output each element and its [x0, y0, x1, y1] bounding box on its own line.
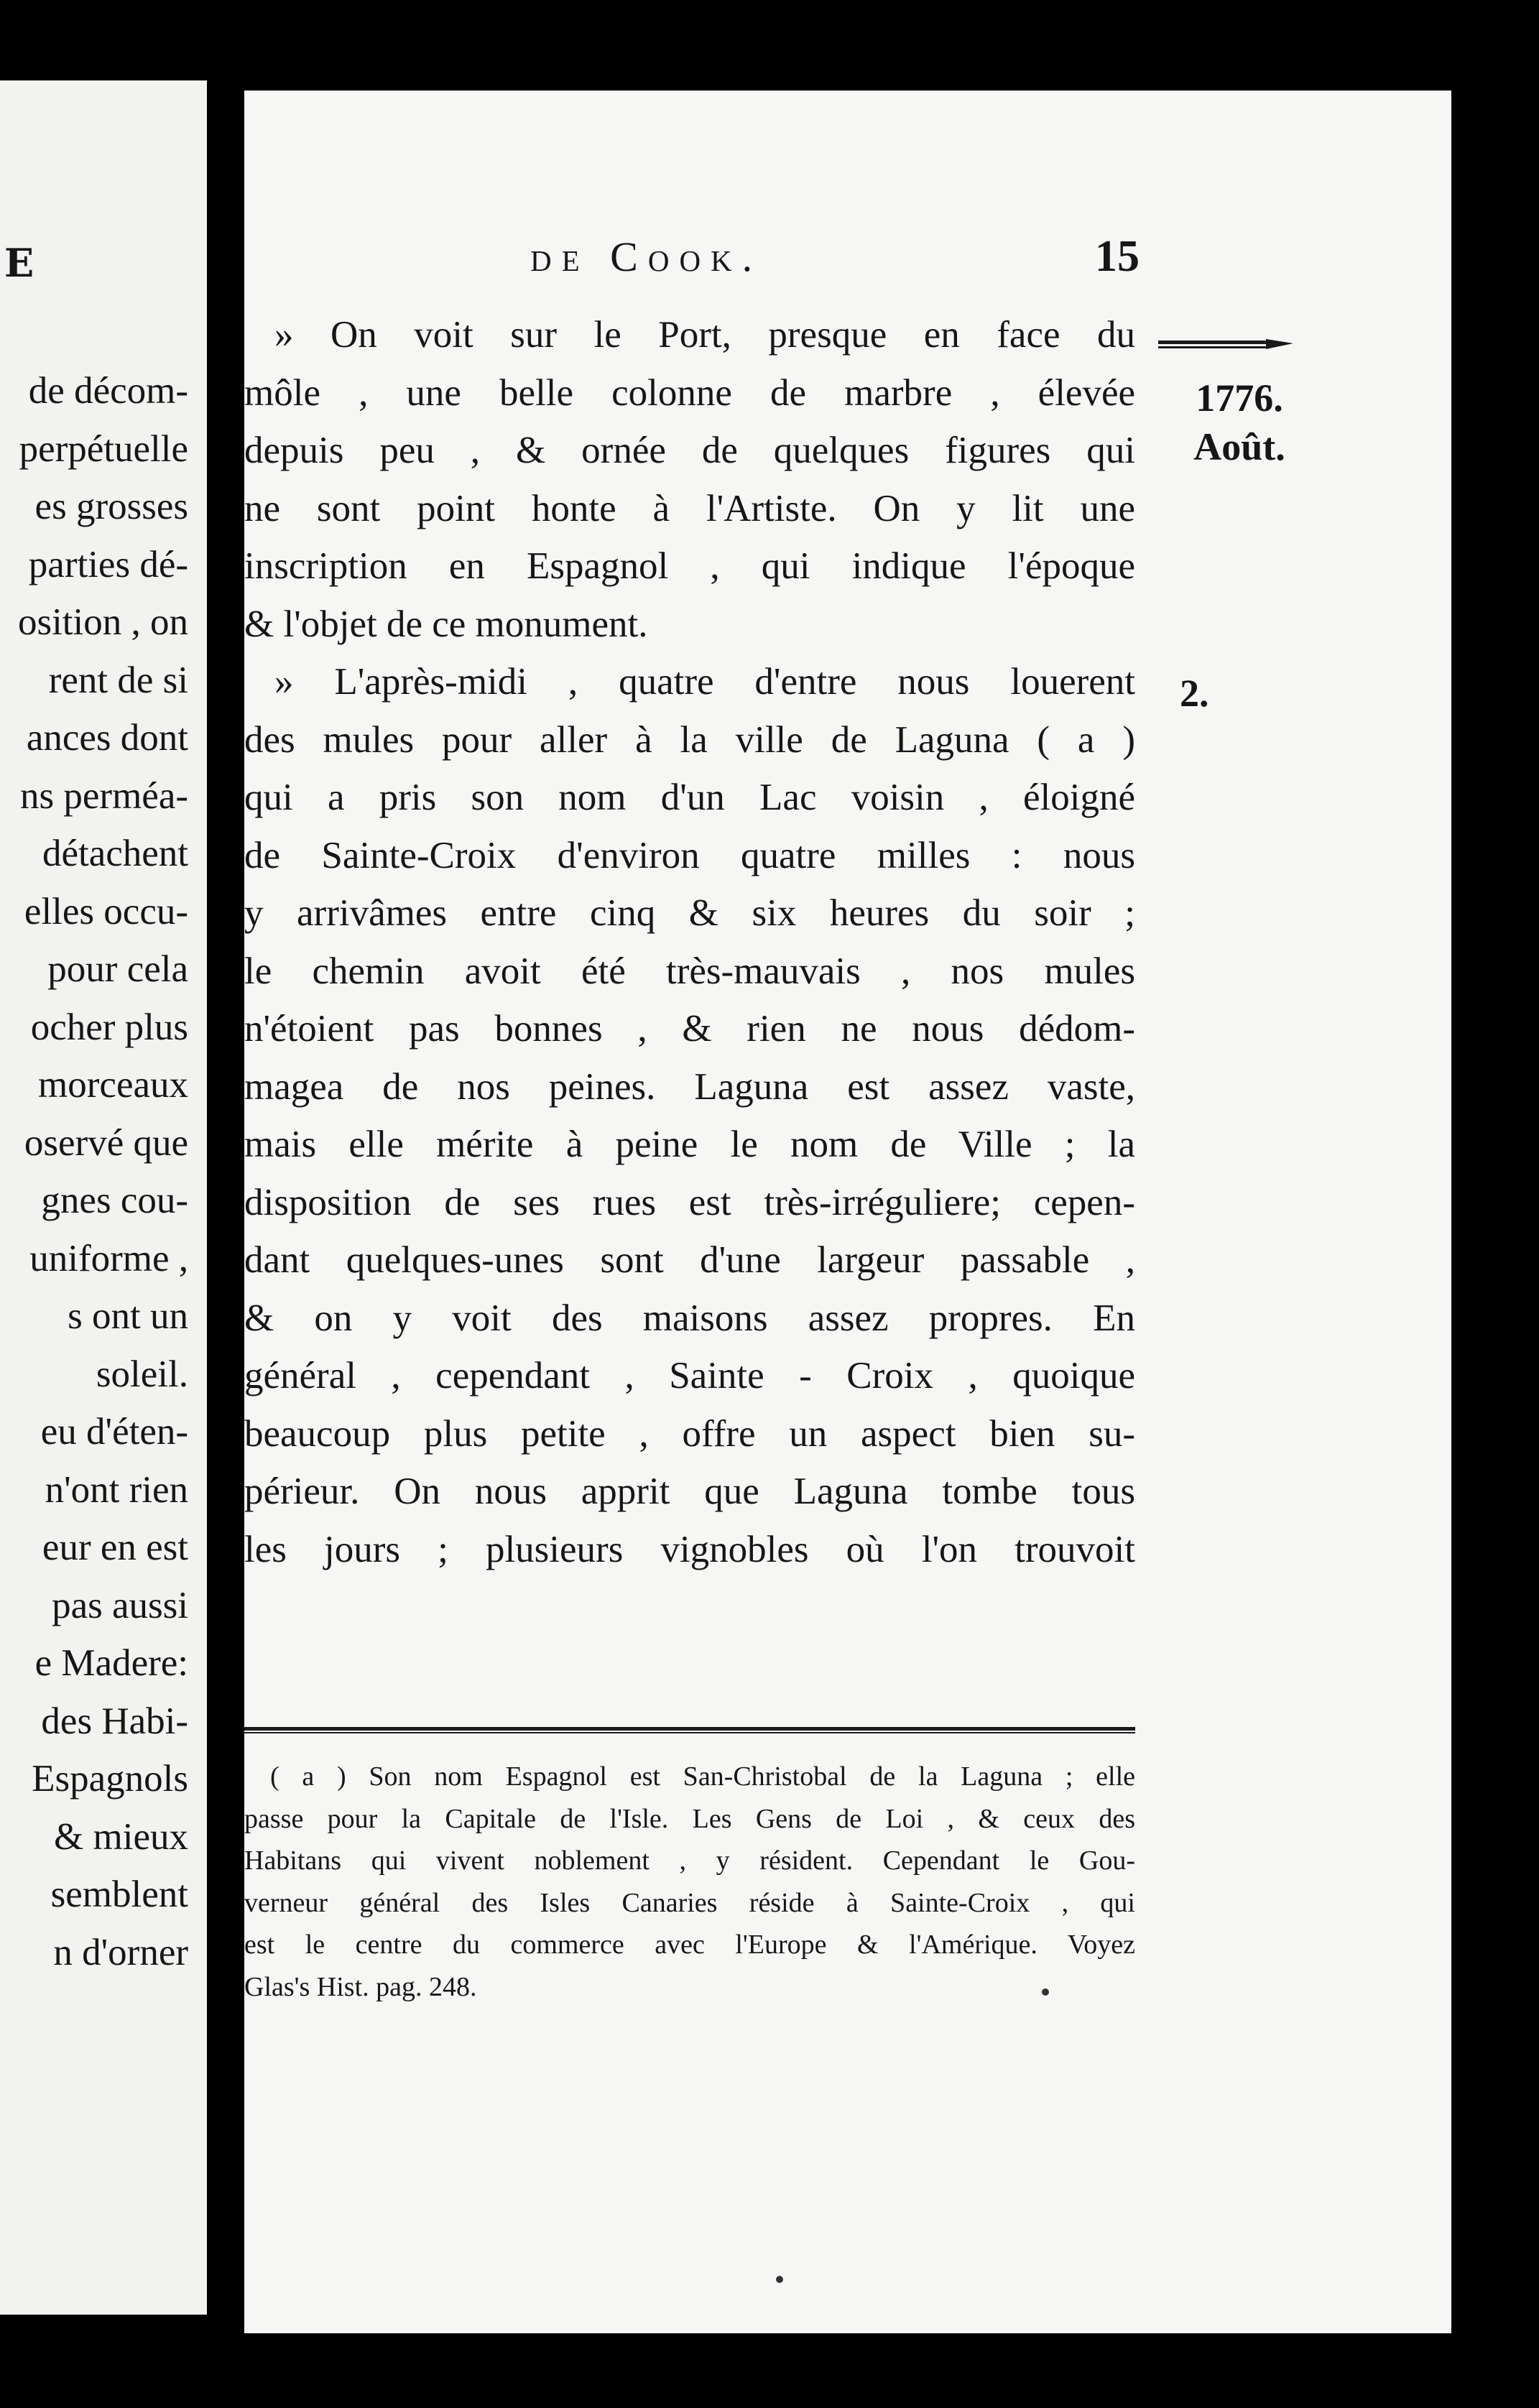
- running-head-text: de Cook.: [530, 233, 763, 280]
- left-line: n d'orner: [53, 1931, 188, 1973]
- footnote-line: verneur général des Isles Canaries réside à Sainte-Croix , qui: [244, 1887, 1135, 1918]
- left-line: parties dé-: [28, 543, 188, 585]
- body-line: » L'après-midi , quatre d'entre nous louerent: [274, 661, 1135, 703]
- left-line: oservé que: [24, 1121, 188, 1164]
- left-line: e Madere:: [34, 1642, 188, 1684]
- footnote-line: est le centre du commerce avec l'Europe & l'Amérique. Voyez: [244, 1930, 1135, 1960]
- left-line: de décom-: [28, 370, 188, 412]
- left-page-fragment: [0, 80, 207, 2315]
- margin-month: Août.: [1193, 425, 1285, 468]
- left-line: s ont un: [68, 1295, 188, 1337]
- left-line: perpétuelle: [19, 427, 188, 470]
- left-line: Espagnols: [32, 1758, 188, 1800]
- footnote-separator-rule: [244, 1726, 1135, 1736]
- left-running-head: E: [4, 240, 34, 286]
- margin-year: 1776.: [1196, 376, 1283, 420]
- left-line: des Habi-: [41, 1700, 188, 1742]
- left-line: morceaux: [38, 1064, 188, 1106]
- left-line: eu d'éten-: [40, 1411, 188, 1453]
- body-line: & l'objet de ce monument.: [244, 603, 648, 645]
- left-line: détachent: [42, 833, 188, 874]
- body-line: général , cependant , Sainte - Croix , quoique: [244, 1355, 1135, 1397]
- left-line: soleil.: [96, 1353, 188, 1395]
- left-line: ocher plus: [30, 1006, 188, 1048]
- paper-speck: [1042, 1988, 1049, 1996]
- left-line: osition , on: [17, 601, 188, 643]
- left-line: n'ont rien: [45, 1468, 188, 1511]
- margin-date: [1186, 374, 1293, 471]
- running-head: [530, 233, 762, 281]
- page-number: 15: [1095, 232, 1140, 281]
- left-line: eur en est: [42, 1527, 188, 1568]
- margin-day: 2.: [1180, 672, 1209, 715]
- body-line: qui a pris son nom d'un Lac voisin , éloigné: [244, 777, 1135, 818]
- left-line: es grosses: [34, 486, 188, 527]
- left-page-text: [0, 362, 188, 1981]
- left-line: ances dont: [26, 717, 188, 759]
- body-line: môle , une belle colonne de marbre , élevée: [244, 371, 1135, 414]
- footnote-line: Habitans qui vivent noblement , y résident. Cependant le Gou-: [244, 1846, 1135, 1876]
- left-line: elles occu-: [24, 890, 188, 932]
- margin-ornament-rule: [1158, 333, 1302, 355]
- body-line: magea de nos peines. Laguna est assez vaste,: [244, 1065, 1135, 1108]
- left-line: uniforme ,: [29, 1237, 188, 1279]
- body-line: mais elle mérite à peine le nom de Ville ; la: [244, 1124, 1135, 1165]
- body-line: dant quelques-unes sont d'une largeur passable ,: [244, 1239, 1135, 1281]
- left-line: semblent: [50, 1874, 188, 1915]
- body-line: inscription en Espagnol , qui indique l'époque: [244, 545, 1135, 587]
- body-line: les jours ; plusieurs vignobles où l'on trouvoit: [244, 1528, 1135, 1570]
- footnote: [244, 1756, 1135, 2008]
- footnote-line: Glas's Hist. pag. 248.: [244, 1971, 477, 2002]
- body-line: y arrivâmes entre cinq & six heures du soir ;: [244, 892, 1135, 934]
- body-line: ne sont point honte à l'Artiste. On y lit une: [244, 487, 1135, 529]
- left-line: pas aussi: [52, 1584, 188, 1626]
- left-line: ns perméa-: [20, 774, 188, 817]
- body-line: périeur. On nous apprit que Laguna tombe tous: [244, 1471, 1135, 1512]
- body-line: beaucoup plus petite , offre un aspect bien su-: [244, 1412, 1135, 1455]
- body-line: de Sainte-Croix d'environ quatre milles : nous: [244, 834, 1135, 876]
- body-text: [244, 306, 1135, 1578]
- left-line: gnes cou-: [41, 1180, 188, 1221]
- body-line: disposition de ses rues est très-irréguliere; cepen-: [244, 1181, 1135, 1223]
- left-line: pour cela: [47, 948, 188, 990]
- body-line: des mules pour aller à la ville de Laguna ( a ): [244, 718, 1135, 761]
- footnote-line: passe pour la Capitale de l'Isle. Les Gens de Loi , & ceux des: [244, 1803, 1135, 1834]
- left-line: & mieux: [54, 1815, 188, 1858]
- body-line: & on y voit des maisons assez propres. En: [244, 1297, 1135, 1339]
- book-page: [244, 91, 1451, 2333]
- body-line: » On voit sur le Port, presque en face du: [274, 314, 1135, 356]
- body-line: le chemin avoit été très-mauvais , nos mules: [244, 950, 1135, 992]
- left-line: rent de si: [48, 659, 188, 701]
- footnote-line: ( a ) Son nom Espagnol est San-Christobal de la Laguna ; elle: [270, 1761, 1135, 1792]
- body-line: depuis peu , & ornée de quelques figures qui: [244, 430, 1135, 471]
- paper-speck: [776, 2276, 783, 2283]
- body-line: n'étoient pas bonnes , & rien ne nous dédom-: [244, 1008, 1135, 1050]
